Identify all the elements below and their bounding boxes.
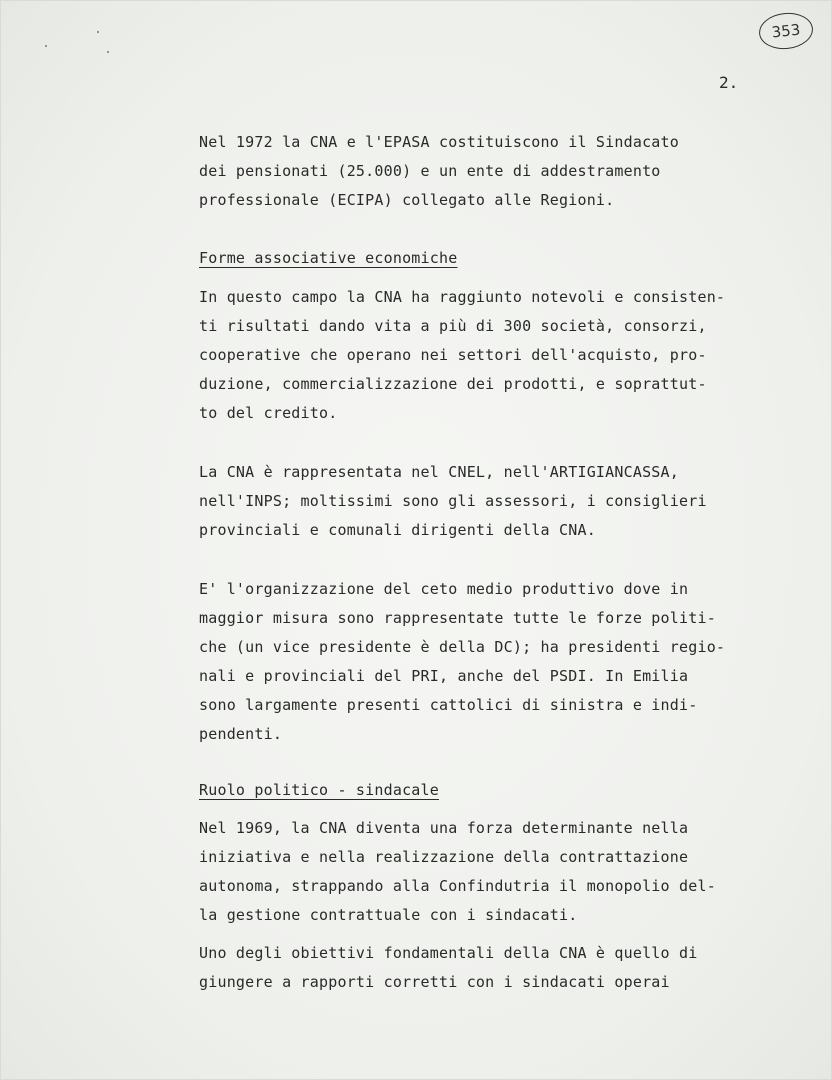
paragraph-line: ti risultati dando vita a più di 300 società, consorzi, xyxy=(199,317,707,335)
paragraph-line: professionale (ECIPA) collegato alle Regioni. xyxy=(199,191,615,209)
paragraph-line: Nel 1972 la CNA e l'EPASA costituiscono il Sindacato xyxy=(199,133,679,151)
paragraph-line: La CNA è rappresentata nel CNEL, nell'ARTIGIANCASSA, xyxy=(199,463,679,481)
paragraph-line: la gestione contrattuale con i sindacati. xyxy=(199,906,578,924)
paper-speck xyxy=(107,51,109,53)
paper-speck xyxy=(97,31,99,33)
section-heading: Ruolo politico - sindacale xyxy=(199,781,439,799)
paragraph-line: nell'INPS; moltissimi sono gli assessori, i consiglieri xyxy=(199,492,707,510)
paragraph-line: Uno degli obiettivi fondamentali della CNA è quello di xyxy=(199,944,698,962)
paragraph-line: che (un vice presidente è della DC); ha presidenti regio- xyxy=(199,638,726,656)
paragraph-line: giungere a rapporti corretti con i sindacati operai xyxy=(199,973,670,991)
paragraph-line: autonoma, strappando alla Confindutria il monopolio del- xyxy=(199,877,716,895)
paragraph-line: E' l'organizzazione del ceto medio produttivo dove in xyxy=(199,580,689,598)
paragraph-line: iniziativa e nella realizzazione della contrattazione xyxy=(199,848,689,866)
paragraph-line: sono largamente presenti cattolici di sinistra e indi- xyxy=(199,696,698,714)
paragraph-line: maggior misura sono rappresentate tutte le forze politi- xyxy=(199,609,716,627)
paragraph-line: dei pensionati (25.000) e un ente di addestramento xyxy=(199,162,661,180)
paragraph-line: nali e provinciali del PRI, anche del PSDI. In Emilia xyxy=(199,667,689,685)
paragraph-line: Nel 1969, la CNA diventa una forza determinante nella xyxy=(199,819,689,837)
paragraph-line: duzione, commercializzazione dei prodotti, e soprattut- xyxy=(199,375,707,393)
paragraph-line: pendenti. xyxy=(199,725,283,743)
paragraph-line: cooperative che operano nei settori dell'acquisto, pro- xyxy=(199,346,707,364)
paper-speck xyxy=(45,45,47,47)
page-number: 2. xyxy=(719,73,739,92)
section-heading: Forme associative economiche xyxy=(199,249,458,267)
paragraph-line: provinciali e comunali dirigenti della CNA. xyxy=(199,521,596,539)
paragraph-line: to del credito. xyxy=(199,404,338,422)
paragraph-line: In questo campo la CNA ha raggiunto notevoli e consisten- xyxy=(199,288,726,306)
archive-stamp: 353 xyxy=(757,10,814,51)
